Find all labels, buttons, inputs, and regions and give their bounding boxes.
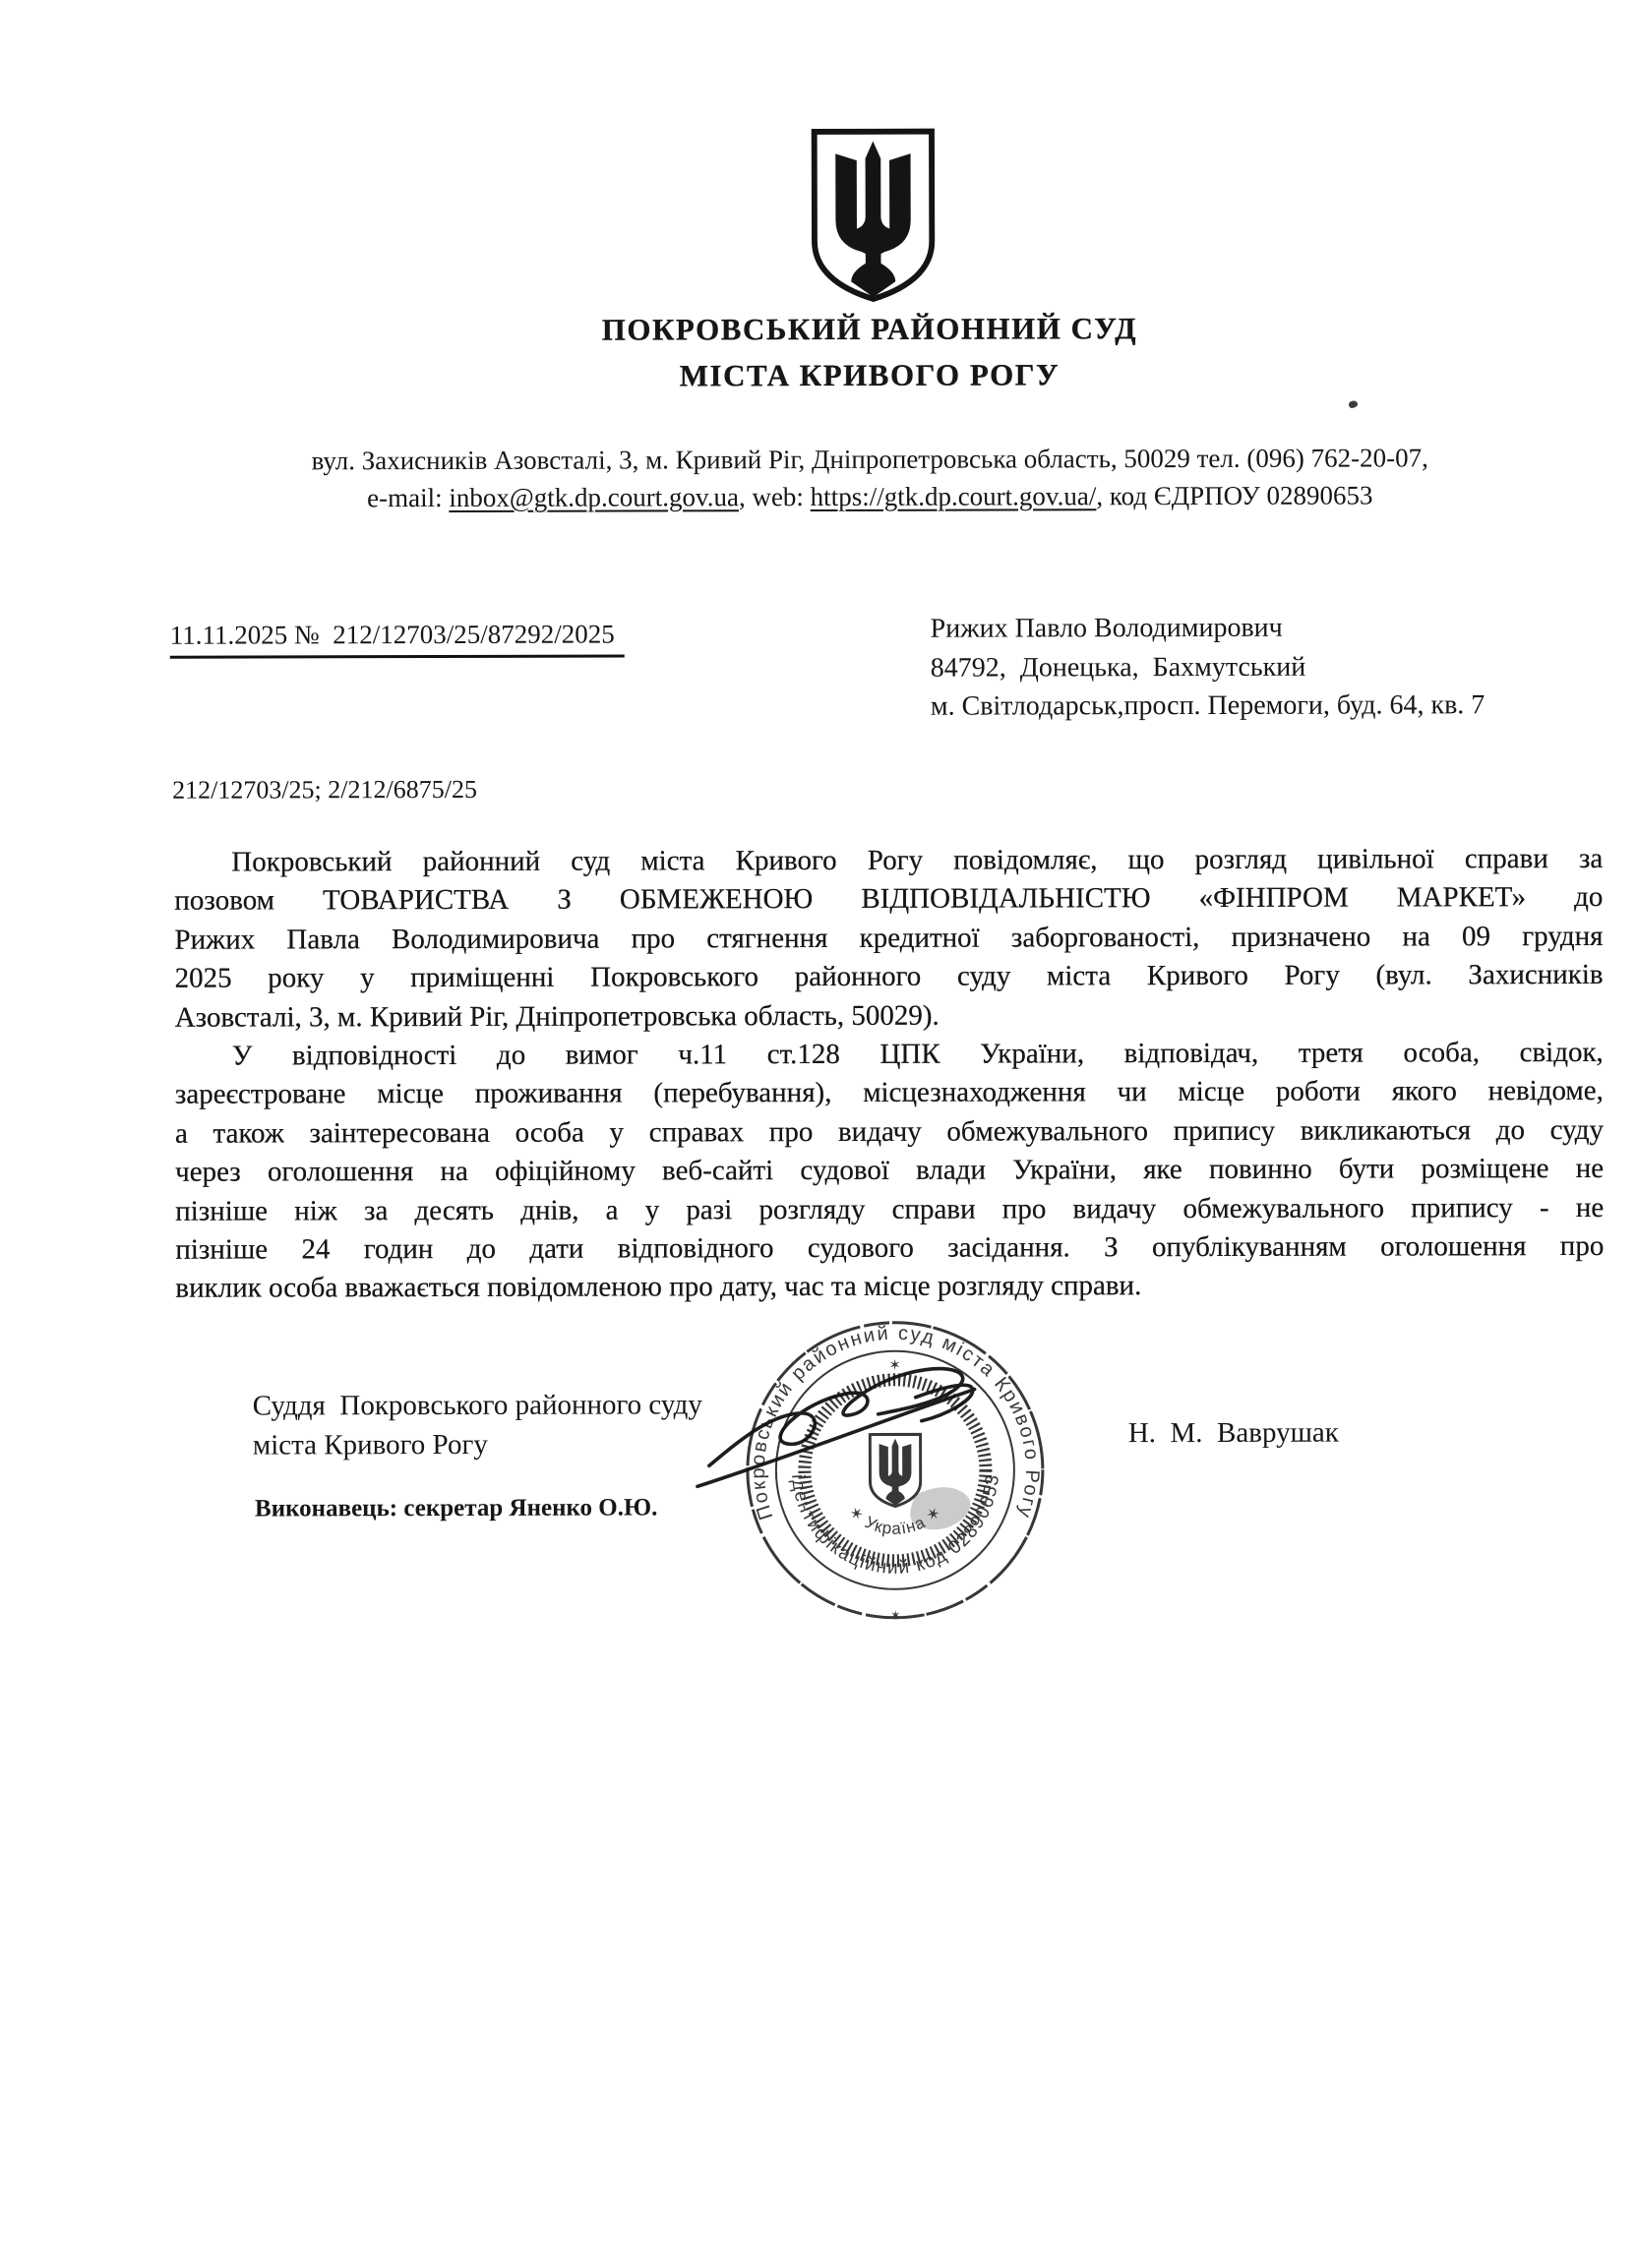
letter-body bbox=[174, 840, 1604, 1309]
body-line: Рижих Павла Володимировича про стягнення кредитної заборгованості, призначено на 09 грудня bbox=[174, 920, 1604, 956]
court-header bbox=[102, 304, 1637, 400]
body-line: 2025 року у приміщенні Покровського районного суду міста Кривого Рогу (вул. Захисників bbox=[174, 959, 1604, 994]
edrpou-code: , код ЄДРПОУ 02890653 bbox=[1096, 480, 1373, 510]
web-label: , web: bbox=[738, 481, 811, 511]
email-label: e-mail: bbox=[367, 482, 450, 512]
body-line: через оголошення на офіційному веб-сайті судової влади України, яке повинно бути розміщене не bbox=[175, 1153, 1605, 1188]
recipient-line: Рижих Павло Володимирович bbox=[930, 612, 1283, 644]
body-line: виклик особа вважається повідомленою про дату, час та місце розгляду справи. bbox=[175, 1270, 1142, 1305]
body-line: а також заінтересована особа у справах про видачу обмежувального припису викликаються до суду bbox=[174, 1113, 1605, 1150]
judge-title-line2: міста Кривого Рогу bbox=[252, 1428, 488, 1462]
body-line: Азовсталі, 3, м. Кривий Ріг, Дніпропетровська область, 50029). bbox=[174, 999, 940, 1034]
judge-name: Н. М. Ваврушак bbox=[1127, 1416, 1339, 1450]
body-line: пізніше ніж за десять днів, а у разі розгляду справи про видачу обмежувального припису - не bbox=[175, 1191, 1605, 1227]
seal-ink-smudge bbox=[910, 1487, 970, 1529]
body-line: пізніше 24 годин до дати відповідного судового засідання. З опублікуванням оголошення про bbox=[175, 1229, 1605, 1266]
seal-country-text: ✶ Україна ✶ bbox=[844, 1502, 946, 1538]
address-line1: вул. Захисників Азовсталі, 3, м. Кривий Ріг, Дніпропетровська область, 50029 тел. (096) 762-20-07, bbox=[311, 443, 1428, 476]
recipient-line: 84792, Донецька, Бахмутський bbox=[930, 651, 1306, 684]
court-name-line2: МІСТА КРИВОГО РОГУ bbox=[679, 357, 1061, 393]
body-line: У відповідності до вимог ч.11 ст.128 ЦПК України, відповідач, третя особа, свідок, bbox=[231, 1036, 1604, 1072]
recipient-line: м. Світлодарськ,просп. Перемоги, буд. 64, кв. 7 bbox=[930, 689, 1485, 722]
seal-bottom-star: ✶ bbox=[889, 1607, 901, 1623]
ukraine-coat-of-arms-icon bbox=[807, 128, 939, 303]
seal-trident-icon bbox=[870, 1434, 920, 1506]
judge-signature bbox=[697, 1368, 975, 1486]
paragraph-hearing-notice bbox=[174, 840, 1604, 1038]
paragraph-legal-basis bbox=[175, 1034, 1605, 1309]
seal-outer-ring-text: Покровський районний суд міста Кривого Рогу bbox=[747, 1322, 1044, 1522]
scan-speck-artifact bbox=[1348, 399, 1359, 408]
case-numbers: 212/12703/25; 2/212/6875/25 bbox=[172, 774, 477, 805]
address-line2 bbox=[102, 476, 1637, 517]
body-line: Покровський районний суд міста Кривого Рогу повідомляє, що розгляд цивільної справи за bbox=[231, 842, 1604, 878]
court-seal-stamp bbox=[679, 1302, 1132, 1647]
court-address bbox=[102, 440, 1637, 517]
court-name-line1: ПОКРОВСЬКИЙ РАЙОННИЙ СУД bbox=[601, 311, 1138, 347]
seal-inner-ring-text: ідентифікаційний код 02890653 bbox=[786, 1472, 1003, 1579]
seal-top-star: ✶ bbox=[888, 1356, 901, 1374]
web-value: https://gtk.dp.court.gov.ua/ bbox=[810, 480, 1097, 511]
judge-title-line1: Суддя Покровського районного суду bbox=[252, 1389, 702, 1422]
body-line: позовом ТОВАРИСТВА З ОБМЕЖЕНОЮ ВІДПОВІДАЛЬНІСТЮ «ФІНПРОМ МАРКЕТ» до bbox=[174, 881, 1604, 918]
recipient-address-block bbox=[931, 608, 1485, 726]
executor-line: Виконавець: секретар Яненко О.Ю. bbox=[254, 1494, 658, 1522]
body-line: зареєстроване місце проживання (перебування), місцезнаходження чи місце роботи якого невідоме, bbox=[174, 1075, 1604, 1111]
email-value: inbox@gtk.dp.court.gov.ua bbox=[449, 481, 739, 512]
outgoing-date-number: 11.11.2025 № 212/12703/25/87292/2025 bbox=[170, 620, 625, 659]
